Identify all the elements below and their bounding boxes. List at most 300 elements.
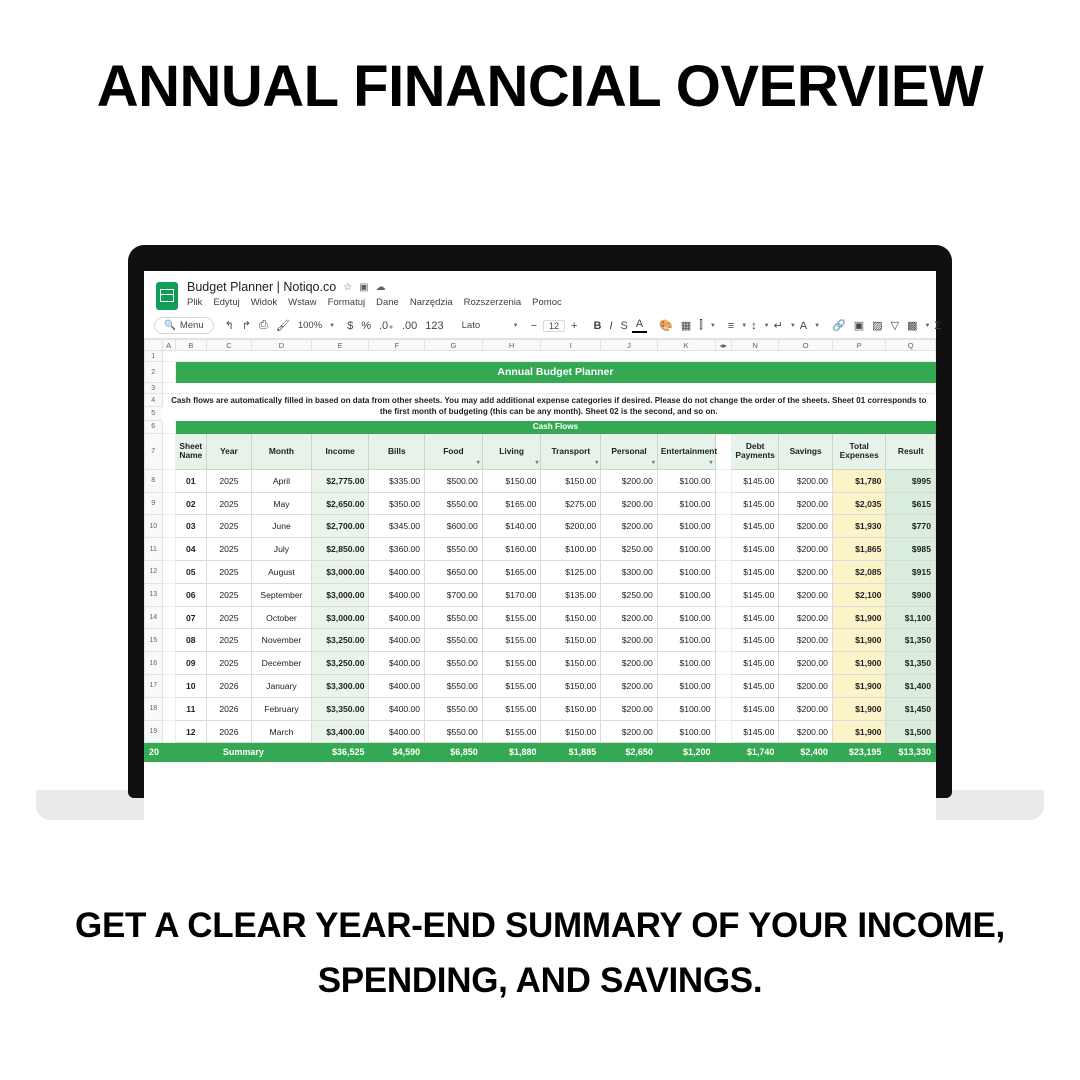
table-row[interactable] — [145, 538, 936, 561]
cell-savings[interactable]: $200.00 — [779, 652, 833, 675]
row-header-2[interactable]: 2 — [145, 362, 163, 383]
cell-total[interactable]: $2,085 — [832, 561, 886, 584]
rotation-chevron-down-icon[interactable]: ▼ — [814, 322, 821, 329]
empty-cell[interactable] — [162, 606, 175, 629]
menu-item-edytuj[interactable]: Edytuj — [213, 297, 240, 308]
cell-total[interactable]: $1,900 — [832, 720, 886, 743]
table-row[interactable] — [145, 469, 936, 492]
menu-item-pomoc[interactable]: Pomoc — [532, 297, 562, 308]
cell-sheet[interactable]: 08 — [175, 629, 206, 652]
cell-sheet[interactable]: 09 — [175, 652, 206, 675]
cell-transport[interactable]: $200.00 — [541, 515, 601, 538]
col-header-f[interactable]: F — [369, 340, 425, 351]
cell-savings[interactable]: $200.00 — [779, 629, 833, 652]
row-header-7[interactable]: 7 — [145, 433, 163, 469]
merge-cells-icon[interactable]: ⫿ — [699, 319, 703, 331]
cell-total[interactable]: $1,900 — [832, 675, 886, 698]
cell-transport[interactable]: $150.00 — [541, 629, 601, 652]
table-row[interactable] — [145, 652, 936, 675]
cell-bills[interactable]: $335.00 — [369, 469, 425, 492]
row-header-13[interactable]: 13 — [145, 583, 163, 606]
summary-savings[interactable]: $2,400 — [779, 743, 833, 762]
collapsed-column[interactable] — [715, 629, 731, 652]
cell-savings[interactable]: $200.00 — [779, 538, 833, 561]
cell-income[interactable]: $3,250.00 — [311, 652, 369, 675]
cell-entertainment[interactable]: $100.00 — [657, 538, 715, 561]
vertical-align-icon[interactable]: ↕ — [751, 319, 757, 332]
cell-food[interactable]: $700.00 — [425, 583, 483, 606]
wrap-chevron-down-icon[interactable]: ▼ — [789, 322, 796, 329]
collapsed-column[interactable] — [715, 515, 731, 538]
cell-month[interactable]: October — [252, 606, 312, 629]
summary-bills[interactable]: $4,590 — [369, 743, 425, 762]
col-header-collapsed[interactable]: ◂▸ — [715, 340, 731, 351]
fill-color-icon[interactable]: 🎨 — [659, 320, 673, 332]
increase-font-size-button[interactable]: + — [571, 319, 578, 332]
redo-icon[interactable]: ↱ — [241, 320, 252, 332]
cell-living[interactable]: $165.00 — [482, 561, 541, 584]
cell-personal[interactable]: $250.00 — [601, 583, 658, 606]
summary-living[interactable]: $1,880 — [482, 743, 541, 762]
collapsed-column[interactable] — [715, 697, 731, 720]
row-header-6[interactable]: 6 — [145, 420, 163, 433]
cell-result[interactable]: $1,500 — [886, 720, 936, 743]
cell-bills[interactable]: $400.00 — [369, 652, 425, 675]
row-header-9[interactable]: 9 — [145, 492, 163, 515]
cell-sheet[interactable]: 10 — [175, 675, 206, 698]
row-header-17[interactable]: 17 — [145, 675, 163, 698]
cell-living[interactable]: $155.00 — [482, 629, 541, 652]
summary-transport[interactable]: $1,885 — [541, 743, 601, 762]
summary-entertainment[interactable]: $1,200 — [657, 743, 715, 762]
cell-transport[interactable]: $150.00 — [541, 675, 601, 698]
valign-chevron-down-icon[interactable]: ▼ — [763, 322, 770, 329]
cell-result[interactable]: $985 — [886, 538, 936, 561]
table-row[interactable] — [145, 561, 936, 584]
row-header-4[interactable]: 4 — [145, 394, 163, 407]
col-sheet-name[interactable]: Sheet Name — [175, 433, 206, 469]
cell-personal[interactable]: $200.00 — [601, 652, 658, 675]
cell-entertainment[interactable]: $100.00 — [657, 561, 715, 584]
cell-income[interactable]: $3,000.00 — [311, 606, 369, 629]
cell-food[interactable]: $650.00 — [425, 561, 483, 584]
empty-cell[interactable] — [162, 743, 175, 762]
col-month[interactable]: Month — [252, 433, 312, 469]
empty-cell[interactable] — [162, 538, 175, 561]
cell-result[interactable]: $615 — [886, 492, 936, 515]
summary-income[interactable]: $36,525 — [311, 743, 369, 762]
col-header-d[interactable]: D — [252, 340, 312, 351]
cell-month[interactable]: May — [252, 492, 312, 515]
summary-food[interactable]: $6,850 — [425, 743, 483, 762]
merge-chevron-down-icon[interactable]: ▼ — [709, 322, 716, 329]
cell-bills[interactable]: $400.00 — [369, 675, 425, 698]
cell-result[interactable]: $1,400 — [886, 675, 936, 698]
col-header-e[interactable]: E — [311, 340, 369, 351]
empty-row-cell[interactable] — [162, 383, 936, 394]
cell-transport[interactable]: $150.00 — [541, 469, 601, 492]
cell-month[interactable]: August — [252, 561, 312, 584]
row-header-12[interactable]: 12 — [145, 561, 163, 584]
cell-debt[interactable]: $145.00 — [731, 652, 778, 675]
zoom-chevron-down-icon[interactable]: ▼ — [329, 322, 336, 329]
empty-cell[interactable] — [162, 362, 175, 383]
empty-cell[interactable] — [162, 697, 175, 720]
cell-food[interactable]: $500.00 — [425, 469, 483, 492]
decrease-font-size-button[interactable]: − — [530, 319, 538, 332]
col-header-q[interactable]: Q — [886, 340, 936, 351]
col-header-p[interactable]: P — [832, 340, 886, 351]
col-header-h[interactable]: H — [482, 340, 541, 351]
move-to-folder-icon[interactable]: ▣ — [359, 281, 369, 293]
cell-result[interactable]: $1,350 — [886, 652, 936, 675]
menu-item-rozszerzenia[interactable]: Rozszerzenia — [463, 297, 522, 308]
filter-views-icon[interactable]: ▩ — [907, 320, 918, 332]
summary-row[interactable] — [145, 743, 936, 762]
collapsed-column[interactable] — [715, 561, 731, 584]
collapsed-column[interactable] — [715, 469, 731, 492]
cell-year[interactable]: 2026 — [206, 720, 251, 743]
cell-entertainment[interactable]: $100.00 — [657, 492, 715, 515]
cell-bills[interactable]: $345.00 — [369, 515, 425, 538]
corner-cell[interactable] — [145, 340, 163, 351]
cell-debt[interactable]: $145.00 — [731, 697, 778, 720]
cell-bills[interactable]: $400.00 — [369, 583, 425, 606]
cell-month[interactable]: February — [252, 697, 312, 720]
cell-month[interactable]: January — [252, 675, 312, 698]
decrease-decimal-icon[interactable]: .0₊ — [379, 320, 394, 332]
table-row[interactable] — [145, 675, 936, 698]
summary-debt[interactable]: $1,740 — [731, 743, 778, 762]
col-header-c[interactable]: C — [206, 340, 251, 351]
menu-item-narzedzia[interactable]: Narzędzia — [409, 297, 453, 308]
cell-bills[interactable]: $350.00 — [369, 492, 425, 515]
cell-food[interactable]: $550.00 — [425, 652, 483, 675]
row-header-11[interactable]: 11 — [145, 538, 163, 561]
borders-icon[interactable]: ▦ — [680, 320, 692, 332]
cell-bills[interactable]: $400.00 — [369, 629, 425, 652]
cell-year[interactable]: 2025 — [206, 629, 251, 652]
cell-total[interactable]: $2,100 — [832, 583, 886, 606]
cell-savings[interactable]: $200.00 — [779, 675, 833, 698]
cell-sheet[interactable]: 02 — [175, 492, 206, 515]
empty-cell[interactable] — [162, 561, 175, 584]
col-header-b[interactable]: B — [175, 340, 206, 351]
cell-sheet[interactable]: 11 — [175, 697, 206, 720]
cell-entertainment[interactable]: $100.00 — [657, 515, 715, 538]
strikethrough-icon[interactable]: S — [620, 319, 628, 332]
table-row[interactable] — [145, 492, 936, 515]
cell-month[interactable]: September — [252, 583, 312, 606]
col-bills[interactable]: Bills — [369, 433, 425, 469]
row-header-10[interactable]: 10 — [145, 515, 163, 538]
row-header-1[interactable]: 1 — [145, 351, 163, 362]
cell-income[interactable]: $3,000.00 — [311, 561, 369, 584]
cell-personal[interactable]: $200.00 — [601, 469, 658, 492]
menu-item-plik[interactable]: Plik — [187, 297, 203, 308]
cell-food[interactable]: $550.00 — [425, 606, 483, 629]
row-header-15[interactable]: 15 — [145, 629, 163, 652]
cell-personal[interactable]: $200.00 — [601, 515, 658, 538]
cell-food[interactable]: $550.00 — [425, 629, 483, 652]
cell-living[interactable]: $155.00 — [482, 697, 541, 720]
cell-living[interactable]: $140.00 — [482, 515, 541, 538]
col-header-i[interactable]: I — [541, 340, 601, 351]
cell-year[interactable]: 2025 — [206, 652, 251, 675]
row-header-14[interactable]: 14 — [145, 606, 163, 629]
halign-chevron-down-icon[interactable]: ▼ — [741, 322, 748, 329]
cell-year[interactable]: 2025 — [206, 538, 251, 561]
filter-icon[interactable]: ▾ — [595, 459, 599, 466]
collapsed-column[interactable] — [715, 433, 731, 469]
empty-cell[interactable] — [162, 583, 175, 606]
collapsed-column[interactable] — [715, 675, 731, 698]
menu-item-formatuj[interactable]: Formatuj — [327, 297, 366, 308]
cell-income[interactable]: $3,400.00 — [311, 720, 369, 743]
filter-icon[interactable]: ▾ — [709, 459, 713, 466]
cell-entertainment[interactable]: $100.00 — [657, 606, 715, 629]
cell-living[interactable]: $155.00 — [482, 720, 541, 743]
table-row[interactable] — [145, 697, 936, 720]
cell-bills[interactable]: $400.00 — [369, 697, 425, 720]
col-living[interactable] — [482, 433, 541, 469]
cell-income[interactable]: $2,850.00 — [311, 538, 369, 561]
zoom-level[interactable]: 100% — [297, 320, 323, 331]
cell-debt[interactable]: $145.00 — [731, 720, 778, 743]
percent-format-icon[interactable]: % — [361, 319, 371, 332]
empty-cell[interactable] — [162, 720, 175, 743]
empty-cell[interactable] — [162, 469, 175, 492]
table-row[interactable] — [145, 515, 936, 538]
font-chevron-down-icon[interactable]: ▼ — [512, 322, 519, 329]
row-header-8[interactable]: 8 — [145, 469, 163, 492]
empty-cell[interactable] — [162, 675, 175, 698]
cell-total[interactable]: $1,780 — [832, 469, 886, 492]
cell-income[interactable]: $2,700.00 — [311, 515, 369, 538]
summary-total[interactable]: $23,195 — [832, 743, 886, 762]
table-row[interactable] — [145, 629, 936, 652]
cell-total[interactable]: $1,900 — [832, 652, 886, 675]
cell-savings[interactable]: $200.00 — [779, 606, 833, 629]
text-wrap-icon[interactable]: ↵ — [773, 320, 783, 332]
cell-transport[interactable]: $150.00 — [541, 652, 601, 675]
col-header-a[interactable]: A — [162, 340, 175, 351]
col-total-expenses[interactable]: Total Expenses — [832, 433, 886, 469]
cell-debt[interactable]: $145.00 — [731, 583, 778, 606]
col-income[interactable]: Income — [311, 433, 369, 469]
cell-living[interactable]: $155.00 — [482, 675, 541, 698]
cell-debt[interactable]: $145.00 — [731, 515, 778, 538]
cell-year[interactable]: 2026 — [206, 697, 251, 720]
horizontal-align-icon[interactable]: ≡ — [727, 319, 735, 332]
cell-entertainment[interactable]: $100.00 — [657, 652, 715, 675]
cell-personal[interactable]: $200.00 — [601, 606, 658, 629]
cell-transport[interactable]: $150.00 — [541, 720, 601, 743]
table-row[interactable] — [145, 720, 936, 743]
cell-income[interactable]: $2,650.00 — [311, 492, 369, 515]
cell-result[interactable]: $900 — [886, 583, 936, 606]
cell-savings[interactable]: $200.00 — [779, 561, 833, 584]
cell-debt[interactable]: $145.00 — [731, 629, 778, 652]
cell-total[interactable]: $1,900 — [832, 606, 886, 629]
cell-sheet[interactable]: 06 — [175, 583, 206, 606]
cell-entertainment[interactable]: $100.00 — [657, 675, 715, 698]
document-title[interactable]: Budget Planner | Notiqo.co — [187, 280, 337, 294]
empty-cell[interactable] — [162, 652, 175, 675]
cell-entertainment[interactable]: $100.00 — [657, 469, 715, 492]
cell-living[interactable]: $155.00 — [482, 652, 541, 675]
cell-debt[interactable]: $145.00 — [731, 675, 778, 698]
cell-year[interactable]: 2025 — [206, 469, 251, 492]
cell-result[interactable]: $1,350 — [886, 629, 936, 652]
row-header-5[interactable]: 5 — [145, 407, 163, 420]
col-savings[interactable]: Savings — [779, 433, 833, 469]
search-menu-button[interactable] — [154, 317, 214, 334]
filterviews-chevron-down-icon[interactable]: ▼ — [924, 322, 931, 329]
paint-format-icon[interactable]: 🖌 — [275, 320, 290, 332]
empty-row-cell[interactable] — [162, 351, 936, 362]
create-filter-icon[interactable]: ▽ — [890, 320, 900, 332]
cell-month[interactable]: March — [252, 720, 312, 743]
cell-month[interactable]: July — [252, 538, 312, 561]
cell-month[interactable]: June — [252, 515, 312, 538]
cell-debt[interactable]: $145.00 — [731, 606, 778, 629]
summary-personal[interactable]: $2,650 — [601, 743, 658, 762]
cell-personal[interactable]: $200.00 — [601, 697, 658, 720]
cell-result[interactable]: $995 — [886, 469, 936, 492]
cell-debt[interactable]: $145.00 — [731, 538, 778, 561]
summary-result[interactable]: $13,330 — [886, 743, 936, 762]
cell-income[interactable]: $3,300.00 — [311, 675, 369, 698]
row-header-16[interactable]: 16 — [145, 652, 163, 675]
col-personal[interactable] — [601, 433, 658, 469]
cell-result[interactable]: $770 — [886, 515, 936, 538]
cell-living[interactable]: $150.00 — [482, 469, 541, 492]
cell-food[interactable]: $550.00 — [425, 538, 483, 561]
col-transport[interactable] — [541, 433, 601, 469]
cell-year[interactable]: 2025 — [206, 606, 251, 629]
col-header-j[interactable]: J — [601, 340, 658, 351]
collapsed-column[interactable] — [715, 720, 731, 743]
cell-year[interactable]: 2026 — [206, 675, 251, 698]
cell-entertainment[interactable]: $100.00 — [657, 697, 715, 720]
undo-icon[interactable]: ↰ — [224, 320, 234, 332]
row-header-19[interactable]: 19 — [145, 720, 163, 743]
cell-bills[interactable]: $400.00 — [369, 720, 425, 743]
cell-living[interactable]: $155.00 — [482, 606, 541, 629]
cell-savings[interactable]: $200.00 — [779, 720, 833, 743]
col-header-g[interactable]: G — [425, 340, 483, 351]
star-icon[interactable]: ☆ — [343, 281, 353, 293]
empty-cell[interactable] — [162, 515, 175, 538]
cell-month[interactable]: December — [252, 652, 312, 675]
table-row[interactable] — [145, 606, 936, 629]
cell-sheet[interactable]: 12 — [175, 720, 206, 743]
col-debt-payments[interactable]: Debt Payments — [731, 433, 778, 469]
functions-icon[interactable]: Σ — [934, 319, 942, 332]
empty-cell[interactable] — [162, 420, 175, 433]
cell-bills[interactable]: $400.00 — [369, 606, 425, 629]
cell-personal[interactable]: $200.00 — [601, 675, 658, 698]
cell-income[interactable]: $3,350.00 — [311, 697, 369, 720]
collapsed-column[interactable] — [715, 583, 731, 606]
cell-entertainment[interactable]: $100.00 — [657, 583, 715, 606]
italic-icon[interactable]: I — [609, 319, 613, 332]
spreadsheet-grid[interactable] — [144, 339, 936, 844]
cell-food[interactable]: $550.00 — [425, 697, 483, 720]
insert-chart-icon[interactable]: ▨ — [872, 320, 883, 332]
print-icon[interactable]: ⎙ — [259, 319, 268, 331]
cell-debt[interactable]: $145.00 — [731, 561, 778, 584]
cell-sheet[interactable]: 04 — [175, 538, 206, 561]
col-entertainment[interactable] — [657, 433, 718, 469]
increase-decimal-icon[interactable]: .00 — [401, 319, 418, 332]
insert-link-icon[interactable]: 🔗 — [832, 320, 846, 332]
col-header-n[interactable]: N — [731, 340, 778, 351]
filter-icon[interactable]: ▾ — [535, 459, 539, 466]
font-size-input[interactable]: 12 — [543, 320, 565, 332]
table-row[interactable] — [145, 583, 936, 606]
cell-total[interactable]: $2,035 — [832, 492, 886, 515]
cell-income[interactable]: $2,775.00 — [311, 469, 369, 492]
cell-month[interactable]: April — [252, 469, 312, 492]
collapsed-column[interactable] — [715, 743, 731, 762]
cell-entertainment[interactable]: $100.00 — [657, 720, 715, 743]
cell-sheet[interactable]: 03 — [175, 515, 206, 538]
text-rotation-icon[interactable]: A — [799, 319, 808, 332]
cell-savings[interactable]: $200.00 — [779, 697, 833, 720]
cell-debt[interactable]: $145.00 — [731, 492, 778, 515]
cell-total[interactable]: $1,900 — [832, 629, 886, 652]
more-formats-icon[interactable]: 123 — [425, 319, 444, 332]
cell-transport[interactable]: $150.00 — [541, 606, 601, 629]
cell-result[interactable]: $1,450 — [886, 697, 936, 720]
bold-icon[interactable]: B — [593, 319, 602, 332]
cell-year[interactable]: 2025 — [206, 515, 251, 538]
col-food[interactable] — [425, 433, 483, 469]
cell-sheet[interactable]: 07 — [175, 606, 206, 629]
font-family-select[interactable]: Lato — [461, 320, 481, 331]
cell-personal[interactable]: $250.00 — [601, 538, 658, 561]
cell-food[interactable]: $550.00 — [425, 675, 483, 698]
text-color-icon[interactable]: A — [632, 318, 647, 333]
cell-result[interactable]: $1,100 — [886, 606, 936, 629]
cell-income[interactable]: $3,250.00 — [311, 629, 369, 652]
cell-total[interactable]: $1,865 — [832, 538, 886, 561]
cell-bills[interactable]: $360.00 — [369, 538, 425, 561]
empty-cell[interactable] — [162, 492, 175, 515]
cell-savings[interactable]: $200.00 — [779, 469, 833, 492]
cell-total[interactable]: $1,930 — [832, 515, 886, 538]
cell-savings[interactable]: $200.00 — [779, 492, 833, 515]
cell-month[interactable]: November — [252, 629, 312, 652]
insert-comment-icon[interactable]: ▣ — [853, 320, 865, 332]
cell-living[interactable]: $160.00 — [482, 538, 541, 561]
menu-item-wstaw[interactable]: Wstaw — [288, 297, 317, 308]
cell-income[interactable]: $3,000.00 — [311, 583, 369, 606]
menu-item-widok[interactable]: Widok — [250, 297, 278, 308]
cell-sheet[interactable]: 01 — [175, 469, 206, 492]
cell-bills[interactable]: $400.00 — [369, 561, 425, 584]
col-header-k[interactable]: K — [657, 340, 715, 351]
filter-icon[interactable]: ▾ — [651, 459, 655, 466]
cell-transport[interactable]: $135.00 — [541, 583, 601, 606]
collapsed-column[interactable] — [715, 652, 731, 675]
row-header-18[interactable]: 18 — [145, 697, 163, 720]
cell-total[interactable]: $1,900 — [832, 697, 886, 720]
cell-entertainment[interactable]: $100.00 — [657, 629, 715, 652]
cell-transport[interactable]: $275.00 — [541, 492, 601, 515]
